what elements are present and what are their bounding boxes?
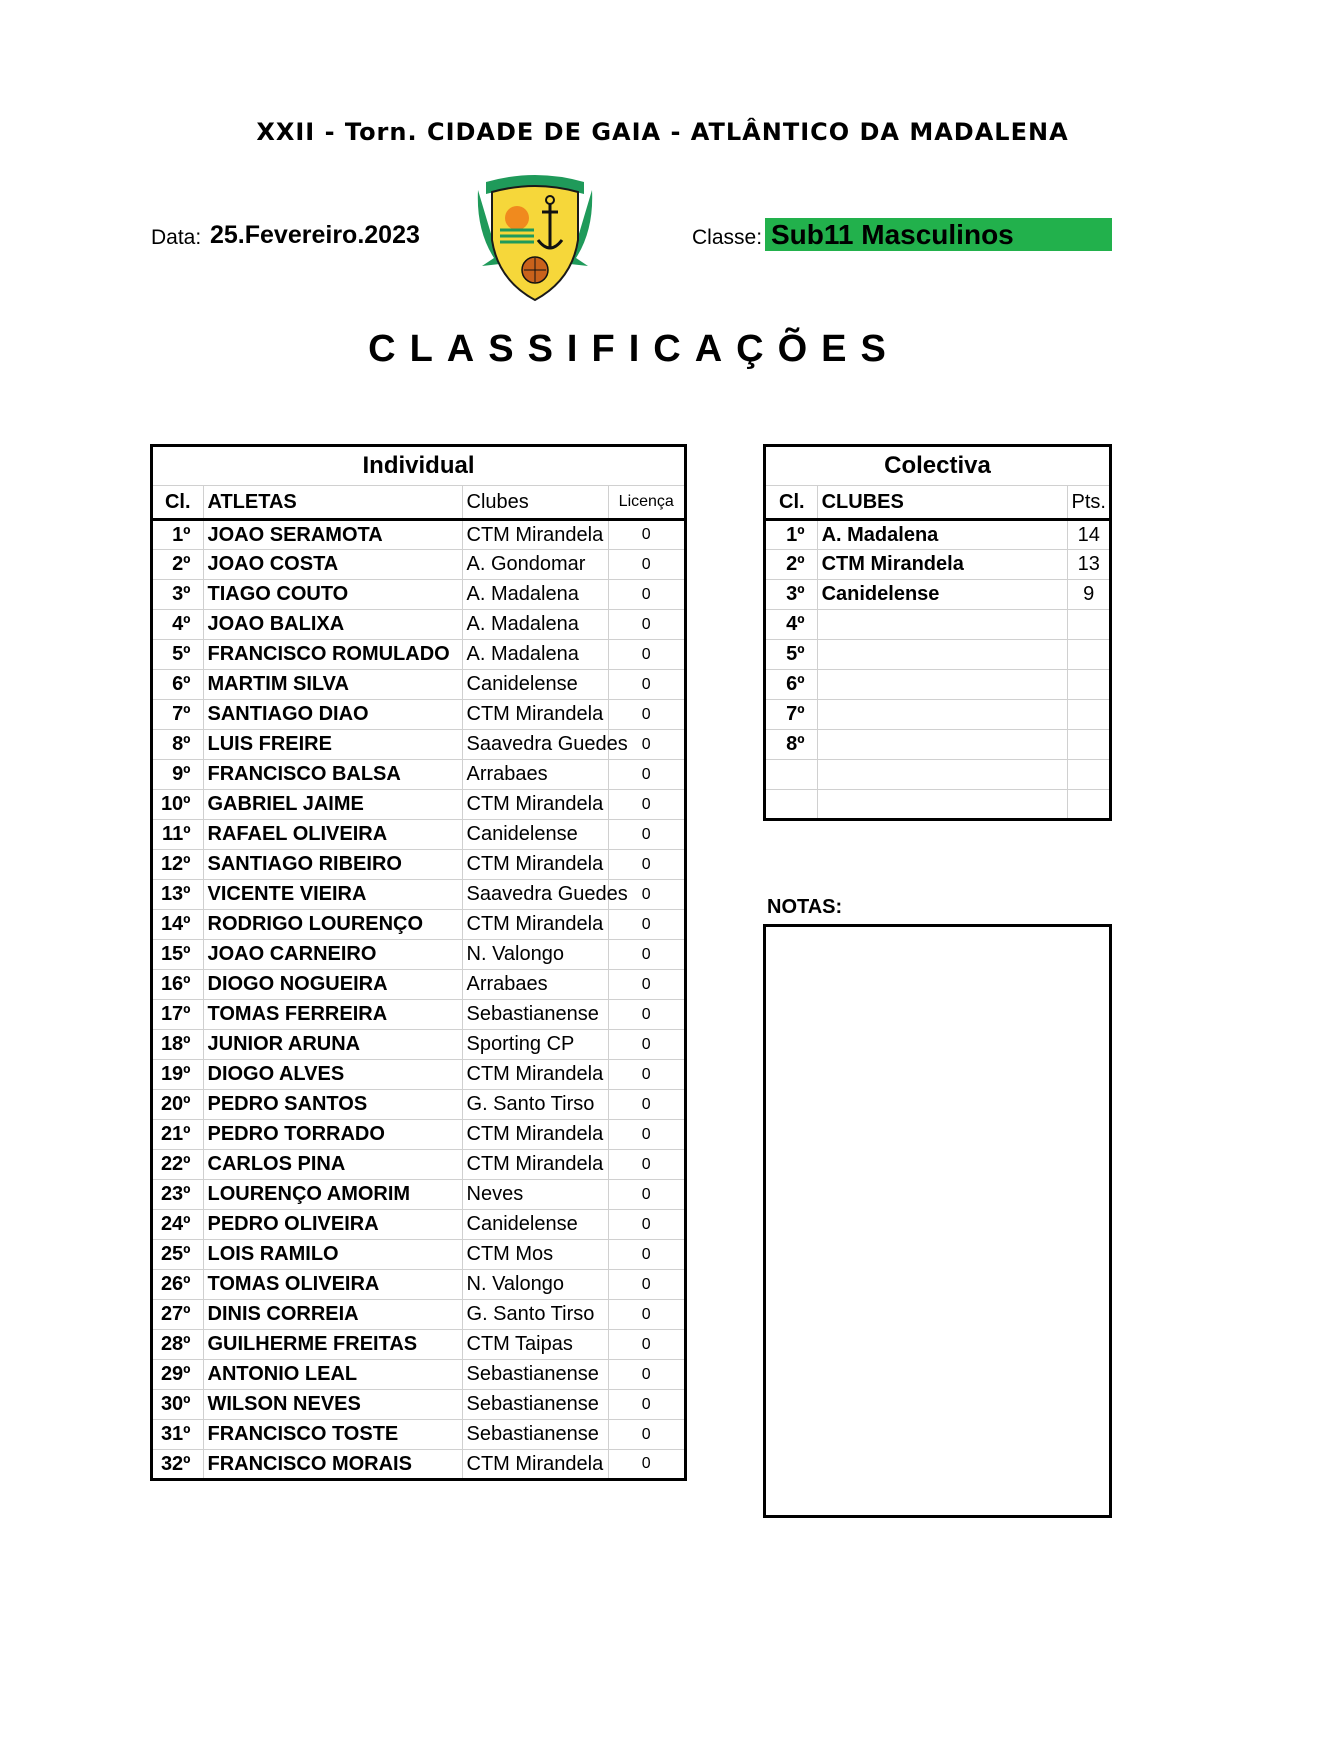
license-cell: 0 bbox=[608, 1030, 685, 1060]
license-cell: 0 bbox=[608, 790, 685, 820]
points-cell bbox=[1068, 790, 1111, 820]
table-row bbox=[152, 1330, 686, 1360]
license-cell: 0 bbox=[608, 670, 685, 700]
rank-cell: 12º bbox=[152, 850, 204, 880]
table-row bbox=[152, 700, 686, 730]
athlete-cell: DINIS CORREIA bbox=[203, 1300, 462, 1330]
table-row bbox=[765, 550, 1111, 580]
points-cell: 9 bbox=[1068, 580, 1111, 610]
table-row bbox=[765, 670, 1111, 700]
rank-cell: 19º bbox=[152, 1060, 204, 1090]
col-header-points: Pts. bbox=[1068, 486, 1111, 520]
rank-cell: 8º bbox=[765, 730, 818, 760]
table-row bbox=[152, 1210, 686, 1240]
license-cell: 0 bbox=[608, 910, 685, 940]
points-cell bbox=[1068, 610, 1111, 640]
rank-cell: 7º bbox=[765, 700, 818, 730]
table-row bbox=[152, 1420, 686, 1450]
license-cell: 0 bbox=[608, 1240, 685, 1270]
rank-cell: 3º bbox=[765, 580, 818, 610]
table-row bbox=[152, 1180, 686, 1210]
athlete-cell: CARLOS PINA bbox=[203, 1150, 462, 1180]
rank-cell: 9º bbox=[152, 760, 204, 790]
table-row bbox=[765, 520, 1111, 550]
athlete-cell: SANTIAGO RIBEIRO bbox=[203, 850, 462, 880]
rank-cell: 32º bbox=[152, 1450, 204, 1480]
col-header-clubs: Clubes bbox=[462, 486, 608, 520]
rank-cell: 26º bbox=[152, 1270, 204, 1300]
rank-cell: 21º bbox=[152, 1120, 204, 1150]
rank-cell: 24º bbox=[152, 1210, 204, 1240]
athlete-cell: WILSON NEVES bbox=[203, 1390, 462, 1420]
club-cell bbox=[817, 670, 1068, 700]
license-cell: 0 bbox=[608, 1360, 685, 1390]
table-row bbox=[765, 610, 1111, 640]
table-row bbox=[152, 910, 686, 940]
athlete-cell: PEDRO OLIVEIRA bbox=[203, 1210, 462, 1240]
club-cell: CTM Mirandela bbox=[817, 550, 1068, 580]
athlete-cell: JUNIOR ARUNA bbox=[203, 1030, 462, 1060]
table-row bbox=[765, 790, 1111, 820]
table-row bbox=[152, 1060, 686, 1090]
club-cell bbox=[817, 730, 1068, 760]
table-row bbox=[152, 820, 686, 850]
rank-cell: 5º bbox=[765, 640, 818, 670]
table-row bbox=[152, 1240, 686, 1270]
athlete-cell: JOAO COSTA bbox=[203, 550, 462, 580]
rank-cell: 14º bbox=[152, 910, 204, 940]
athlete-cell: LOIS RAMILO bbox=[203, 1240, 462, 1270]
license-cell: 0 bbox=[608, 1180, 685, 1210]
athlete-cell: JOAO BALIXA bbox=[203, 610, 462, 640]
class-value: Sub11 Masculinos bbox=[765, 218, 1112, 251]
points-cell: 13 bbox=[1068, 550, 1111, 580]
license-cell: 0 bbox=[608, 970, 685, 1000]
table-row bbox=[152, 580, 686, 610]
table-row bbox=[152, 940, 686, 970]
athlete-cell: TOMAS FERREIRA bbox=[203, 1000, 462, 1030]
license-cell: 0 bbox=[608, 1090, 685, 1120]
rank-cell: 15º bbox=[152, 940, 204, 970]
license-cell: 0 bbox=[608, 640, 685, 670]
club-cell: CTM Mirandela bbox=[462, 1060, 608, 1090]
table-row bbox=[152, 1120, 686, 1150]
license-cell: 0 bbox=[608, 820, 685, 850]
athlete-cell: DIOGO NOGUEIRA bbox=[203, 970, 462, 1000]
table-row bbox=[152, 670, 686, 700]
table-row bbox=[152, 1300, 686, 1330]
club-cell: Sebastianense bbox=[462, 1390, 608, 1420]
athlete-cell: JOAO SERAMOTA bbox=[203, 520, 462, 550]
table-row bbox=[152, 1390, 686, 1420]
club-cell: Arrabaes bbox=[462, 760, 608, 790]
license-cell: 0 bbox=[608, 1270, 685, 1300]
page-heading: CLASSIFICAÇÕES bbox=[368, 328, 900, 370]
col-header-clubs: CLUBES bbox=[817, 486, 1068, 520]
club-cell: CTM Mirandela bbox=[462, 520, 608, 550]
table-row bbox=[765, 580, 1111, 610]
rank-cell: 13º bbox=[152, 880, 204, 910]
rank-cell: 10º bbox=[152, 790, 204, 820]
athlete-cell: GABRIEL JAIME bbox=[203, 790, 462, 820]
license-cell: 0 bbox=[608, 1210, 685, 1240]
table-row bbox=[765, 700, 1111, 730]
rank-cell: 4º bbox=[765, 610, 818, 640]
club-cell: CTM Mirandela bbox=[462, 1120, 608, 1150]
club-cell: Sebastianense bbox=[462, 1420, 608, 1450]
rank-cell: 8º bbox=[152, 730, 204, 760]
table-row bbox=[152, 730, 686, 760]
table-row bbox=[152, 1150, 686, 1180]
date-value: 25.Fevereiro.2023 bbox=[210, 221, 420, 249]
table-row bbox=[152, 880, 686, 910]
rank-cell: 7º bbox=[152, 700, 204, 730]
club-cell: Sebastianense bbox=[462, 1000, 608, 1030]
table-row bbox=[152, 1360, 686, 1390]
table-row bbox=[152, 1000, 686, 1030]
rank-cell: 2º bbox=[765, 550, 818, 580]
club-cell: CTM Mirandela bbox=[462, 1450, 608, 1480]
rank-cell: 29º bbox=[152, 1360, 204, 1390]
table-row bbox=[765, 730, 1111, 760]
athlete-cell: DIOGO ALVES bbox=[203, 1060, 462, 1090]
athlete-cell: FRANCISCO BALSA bbox=[203, 760, 462, 790]
rank-cell: 3º bbox=[152, 580, 204, 610]
club-cell: Canidelense bbox=[462, 820, 608, 850]
rank-cell: 16º bbox=[152, 970, 204, 1000]
rank-cell: 4º bbox=[152, 610, 204, 640]
license-cell: 0 bbox=[608, 1450, 685, 1480]
license-cell: 0 bbox=[608, 1390, 685, 1420]
rank-cell: 23º bbox=[152, 1180, 204, 1210]
table-row bbox=[152, 610, 686, 640]
col-header-athletes: ATLETAS bbox=[203, 486, 462, 520]
license-cell: 0 bbox=[608, 1330, 685, 1360]
rank-cell: 27º bbox=[152, 1300, 204, 1330]
individual-table bbox=[150, 444, 687, 1481]
club-cell: CTM Taipas bbox=[462, 1330, 608, 1360]
club-cell: A. Madalena bbox=[817, 520, 1068, 550]
club-cell: Arrabaes bbox=[462, 970, 608, 1000]
points-cell bbox=[1068, 730, 1111, 760]
club-cell bbox=[817, 790, 1068, 820]
athlete-cell: MARTIM SILVA bbox=[203, 670, 462, 700]
club-cell: A. Madalena bbox=[462, 640, 608, 670]
athlete-cell: GUILHERME FREITAS bbox=[203, 1330, 462, 1360]
license-cell: 0 bbox=[608, 730, 685, 760]
license-cell: 0 bbox=[608, 1150, 685, 1180]
club-cell: CTM Mos bbox=[462, 1240, 608, 1270]
table-row bbox=[765, 760, 1111, 790]
club-cell: CTM Mirandela bbox=[462, 1150, 608, 1180]
rank-cell: 11º bbox=[152, 820, 204, 850]
colectiva-table bbox=[763, 444, 1112, 821]
rank-cell: 25º bbox=[152, 1240, 204, 1270]
club-cell: G. Santo Tirso bbox=[462, 1090, 608, 1120]
points-cell bbox=[1068, 670, 1111, 700]
athlete-cell: LUIS FREIRE bbox=[203, 730, 462, 760]
license-cell: 0 bbox=[608, 520, 685, 550]
points-cell bbox=[1068, 760, 1111, 790]
table-row bbox=[152, 790, 686, 820]
club-cell: A. Madalena bbox=[462, 580, 608, 610]
athlete-cell: FRANCISCO MORAIS bbox=[203, 1450, 462, 1480]
table-row bbox=[152, 1270, 686, 1300]
club-cell: Neves bbox=[462, 1180, 608, 1210]
table-row bbox=[152, 970, 686, 1000]
club-cell: CTM Mirandela bbox=[462, 910, 608, 940]
athlete-cell: RODRIGO LOURENÇO bbox=[203, 910, 462, 940]
club-cell bbox=[817, 610, 1068, 640]
table-row bbox=[152, 1450, 686, 1480]
club-cell: N. Valongo bbox=[462, 940, 608, 970]
col-header-rank: Cl. bbox=[765, 486, 818, 520]
rank-cell: 6º bbox=[152, 670, 204, 700]
athlete-cell: TOMAS OLIVEIRA bbox=[203, 1270, 462, 1300]
athlete-cell: FRANCISCO TOSTE bbox=[203, 1420, 462, 1450]
individual-header-row bbox=[152, 486, 686, 520]
date-label: Data: bbox=[151, 226, 202, 249]
club-cell: Saavedra Guedes bbox=[462, 730, 608, 760]
colectiva-header-row bbox=[765, 486, 1111, 520]
athlete-cell: SANTIAGO DIAO bbox=[203, 700, 462, 730]
notes-box bbox=[763, 924, 1112, 1518]
tournament-title: XXII - Torn. CIDADE DE GAIA - ATLÂNTICO DA MADALENA bbox=[256, 118, 1069, 146]
club-cell: Sebastianense bbox=[462, 1360, 608, 1390]
club-cell: Sporting CP bbox=[462, 1030, 608, 1060]
license-cell: 0 bbox=[608, 880, 685, 910]
rank-cell: 31º bbox=[152, 1420, 204, 1450]
rank-cell: 18º bbox=[152, 1030, 204, 1060]
athlete-cell: PEDRO TORRADO bbox=[203, 1120, 462, 1150]
club-logo bbox=[472, 170, 598, 306]
club-cell: A. Gondomar bbox=[462, 550, 608, 580]
rank-cell: 2º bbox=[152, 550, 204, 580]
athlete-cell: TIAGO COUTO bbox=[203, 580, 462, 610]
colectiva-caption: Colectiva bbox=[765, 446, 1111, 486]
rank-cell: 1º bbox=[152, 520, 204, 550]
table-row bbox=[152, 520, 686, 550]
athlete-cell: FRANCISCO ROMULADO bbox=[203, 640, 462, 670]
points-cell bbox=[1068, 640, 1111, 670]
col-header-license: Licença bbox=[608, 486, 685, 520]
points-cell: 14 bbox=[1068, 520, 1111, 550]
table-row bbox=[765, 640, 1111, 670]
club-cell: A. Madalena bbox=[462, 610, 608, 640]
notes-label: NOTAS: bbox=[767, 896, 843, 918]
license-cell: 0 bbox=[608, 700, 685, 730]
license-cell: 0 bbox=[608, 1120, 685, 1150]
table-row bbox=[152, 640, 686, 670]
table-row bbox=[152, 1090, 686, 1120]
rank-cell bbox=[765, 790, 818, 820]
club-cell: Canidelense bbox=[462, 1210, 608, 1240]
athlete-cell: RAFAEL OLIVEIRA bbox=[203, 820, 462, 850]
club-cell: CTM Mirandela bbox=[462, 850, 608, 880]
club-cell: G. Santo Tirso bbox=[462, 1300, 608, 1330]
license-cell: 0 bbox=[608, 1000, 685, 1030]
license-cell: 0 bbox=[608, 580, 685, 610]
table-row bbox=[152, 1030, 686, 1060]
athlete-cell: LOURENÇO AMORIM bbox=[203, 1180, 462, 1210]
club-cell: CTM Mirandela bbox=[462, 700, 608, 730]
license-cell: 0 bbox=[608, 1300, 685, 1330]
table-row bbox=[152, 760, 686, 790]
rank-cell: 22º bbox=[152, 1150, 204, 1180]
rank-cell: 17º bbox=[152, 1000, 204, 1030]
table-row bbox=[152, 550, 686, 580]
rank-cell: 5º bbox=[152, 640, 204, 670]
points-cell bbox=[1068, 700, 1111, 730]
club-cell bbox=[817, 760, 1068, 790]
club-cell: Saavedra Guedes bbox=[462, 880, 608, 910]
club-cell bbox=[817, 700, 1068, 730]
rank-cell: 20º bbox=[152, 1090, 204, 1120]
club-cell: Canidelense bbox=[817, 580, 1068, 610]
license-cell: 0 bbox=[608, 760, 685, 790]
rank-cell bbox=[765, 760, 818, 790]
club-cell: Canidelense bbox=[462, 670, 608, 700]
license-cell: 0 bbox=[608, 940, 685, 970]
club-cell: CTM Mirandela bbox=[462, 790, 608, 820]
club-cell: N. Valongo bbox=[462, 1270, 608, 1300]
athlete-cell: VICENTE VIEIRA bbox=[203, 880, 462, 910]
class-label: Classe: bbox=[692, 226, 763, 249]
table-row bbox=[152, 850, 686, 880]
club-cell bbox=[817, 640, 1068, 670]
rank-cell: 1º bbox=[765, 520, 818, 550]
rank-cell: 30º bbox=[152, 1390, 204, 1420]
athlete-cell: ANTONIO LEAL bbox=[203, 1360, 462, 1390]
license-cell: 0 bbox=[608, 850, 685, 880]
rank-cell: 6º bbox=[765, 670, 818, 700]
athlete-cell: PEDRO SANTOS bbox=[203, 1090, 462, 1120]
license-cell: 0 bbox=[608, 610, 685, 640]
athlete-cell: JOAO CARNEIRO bbox=[203, 940, 462, 970]
license-cell: 0 bbox=[608, 550, 685, 580]
license-cell: 0 bbox=[608, 1060, 685, 1090]
individual-caption: Individual bbox=[152, 446, 686, 486]
license-cell: 0 bbox=[608, 1420, 685, 1450]
rank-cell: 28º bbox=[152, 1330, 204, 1360]
col-header-rank: Cl. bbox=[152, 486, 204, 520]
